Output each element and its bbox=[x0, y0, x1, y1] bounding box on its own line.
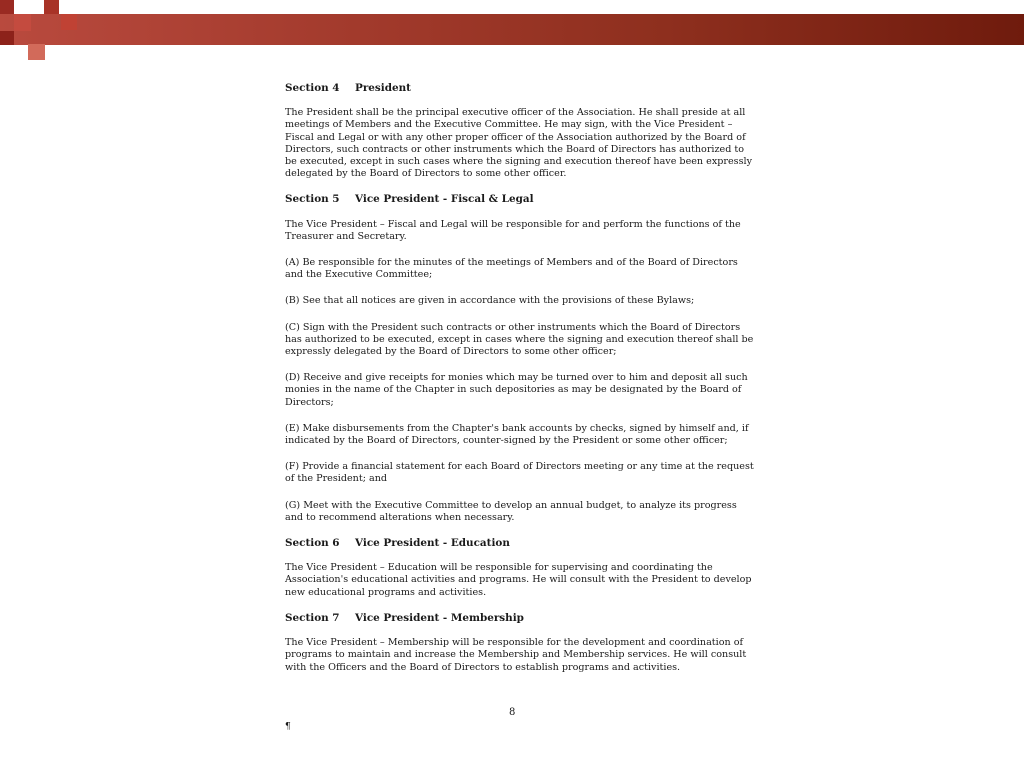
section-title: President bbox=[355, 82, 411, 94]
decor-square bbox=[44, 0, 59, 14]
section-heading bbox=[285, 193, 755, 205]
list-item: (A) Be responsible for the minutes of the meetings of Members and of the Board of Directors and the Executive Committee; bbox=[285, 257, 738, 281]
paragraph: The Vice President – Education will be responsible for supervising and coordinating the Association's educational activities and programs. He will consult with the President to develop new educational programs and activities. bbox=[285, 562, 752, 598]
list-item: (G) Meet with the Executive Committee to develop an annual budget, to analyze its progress and to recommend alterations when necessary. bbox=[285, 499, 737, 523]
section-number: Section 5 bbox=[285, 193, 340, 206]
section-title: Vice President - Fiscal & Legal bbox=[355, 193, 534, 206]
header-band bbox=[0, 14, 1024, 45]
section-number: Section 7 bbox=[285, 611, 340, 624]
decor-square bbox=[14, 14, 31, 31]
paragraph: The Vice President – Membership will be responsible for the development and coordination of programs to maintain and increase the Membership and Membership services. He will consult with the Officers and the Board of Directors to establish programs and activities. bbox=[285, 637, 747, 673]
section-heading bbox=[285, 612, 755, 624]
section-heading bbox=[285, 537, 755, 549]
paragraph: The President shall be the principal executive officer of the Association. He shall preside at all meetings of Members and the Executive Committee. He may sign, with the Vice President – Fiscal and Legal or with any other proper officer of the Association authorized by the Board of Directors, such contracts or other instruments which the Board of Directors has authorized to be executed, except in such cases where the signing and execution thereof have been expressly delegated by the Board of Directors to some other officer. bbox=[285, 107, 752, 180]
list-item: (E) Make disbursements from the Chapter's bank accounts by checks, signed by himself and, if indicated by the Board of Directors, counter-signed by the President or some other officer; bbox=[285, 422, 749, 447]
paragraph-mark: ¶ bbox=[285, 722, 291, 732]
section-title: Vice President - Education bbox=[355, 537, 510, 550]
section-number: Section 6 bbox=[285, 537, 340, 550]
paragraph: The Vice President – Fiscal and Legal will be responsible for and perform the functions of the Treasurer and Secretary. bbox=[285, 218, 741, 242]
list-item: (D) Receive and give receipts for monies which may be turned over to him and deposit all such monies in the name of the Chapter in such depositories as may be designated by the Board of Directors; bbox=[285, 372, 748, 408]
list-item: (C) Sign with the President such contracts or other instruments which the Board of Directors has authorized to be executed, except in cases where the signing and execution thereof shall be expressly delegated by the Board of Directors to some other officer; bbox=[285, 321, 754, 358]
section-number: Section 4 bbox=[285, 82, 340, 94]
section-heading bbox=[285, 82, 755, 94]
section-title: Vice President - Membership bbox=[355, 611, 524, 624]
decor-square bbox=[0, 0, 14, 14]
page-number: 8 bbox=[509, 707, 516, 718]
decor-square bbox=[0, 31, 14, 45]
list-item: (F) Provide a financial statement for each Board of Directors meeting or any time at the request of the President; and bbox=[285, 461, 754, 485]
decor-square bbox=[28, 44, 45, 60]
document-page bbox=[285, 82, 755, 674]
list-item: (B) See that all notices are given in accordance with the provisions of these Bylaws; bbox=[285, 295, 695, 307]
decor-square bbox=[61, 14, 77, 30]
